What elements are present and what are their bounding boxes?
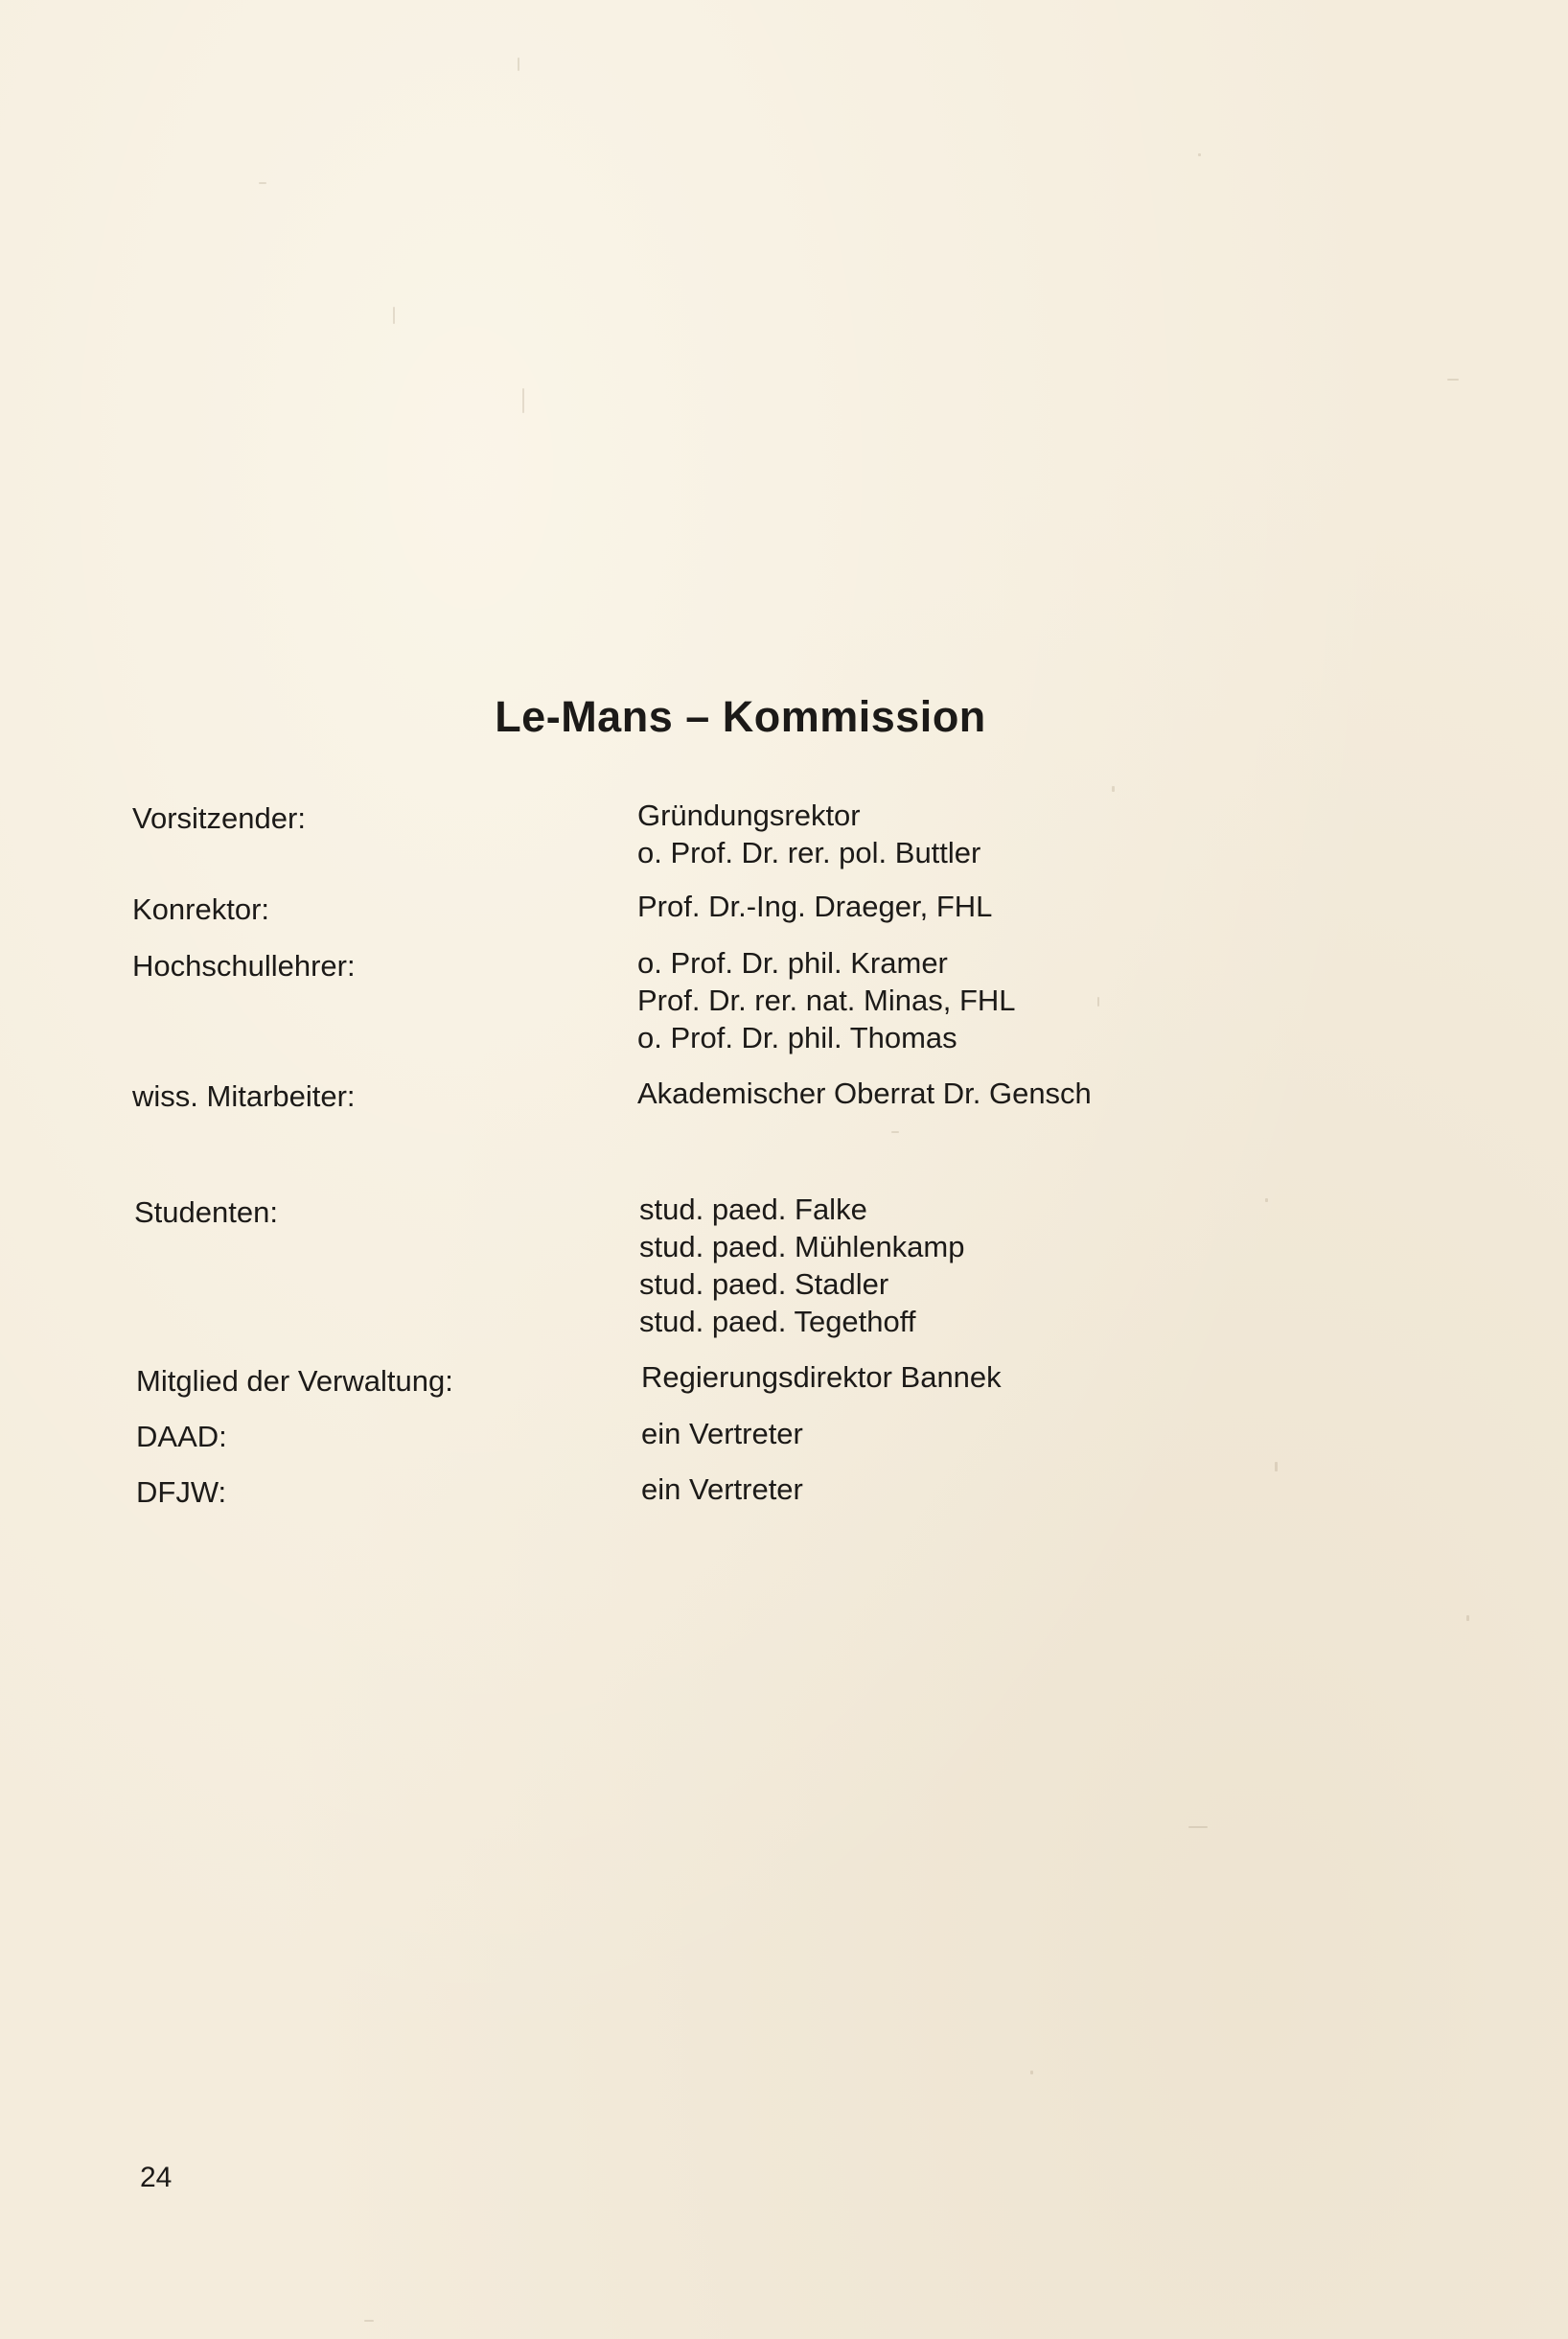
paper-fiber <box>393 307 395 324</box>
paper-fiber <box>522 388 524 413</box>
entry-value-studenten-3: stud. paed. Stadler <box>639 1267 889 1301</box>
entry-value-studenten-2: stud. paed. Mühlenkamp <box>639 1230 965 1263</box>
entry-value-hochschullehrer-3: o. Prof. Dr. phil. Thomas <box>637 1021 957 1054</box>
entry-value-studenten-1: stud. paed. Falke <box>639 1193 867 1226</box>
page-number: 24 <box>140 2162 173 2193</box>
entry-label-verwaltung: Mitglied der Verwaltung: <box>136 1364 453 1398</box>
entry-value-verwaltung: Regierungsdirektor Bannek <box>641 1360 1002 1394</box>
entry-value-vorsitzender-2: o. Prof. Dr. rer. pol. Buttler <box>637 836 981 869</box>
page-title: Le-Mans – Kommission <box>495 692 986 741</box>
entry-value-wiss-mitarbeiter: Akademischer Oberrat Dr. Gensch <box>637 1077 1092 1110</box>
entry-value-dfjw: ein Vertreter <box>641 1472 803 1506</box>
entry-value-daad: ein Vertreter <box>641 1417 803 1450</box>
paper-fiber <box>1275 1462 1278 1471</box>
entry-label-wiss-mitarbeiter: wiss. Mitarbeiter: <box>132 1079 356 1113</box>
entry-label-hochschullehrer: Hochschullehrer: <box>132 949 356 983</box>
paper-fiber <box>259 182 266 184</box>
entry-value-konrektor: Prof. Dr.-Ing. Draeger, FHL <box>637 890 993 923</box>
entry-label-vorsitzender: Vorsitzender: <box>132 801 306 835</box>
paper-fiber <box>518 58 519 71</box>
paper-fiber <box>1466 1615 1469 1621</box>
paper-fiber <box>891 1131 899 1133</box>
paper-fiber <box>364 2320 374 2322</box>
paper-fiber <box>1447 379 1459 381</box>
paper-fiber <box>1097 997 1099 1007</box>
entry-label-studenten: Studenten: <box>134 1195 278 1229</box>
paper-fiber <box>1188 1826 1208 1828</box>
entry-value-hochschullehrer-2: Prof. Dr. rer. nat. Minas, FHL <box>637 984 1016 1017</box>
entry-label-konrektor: Konrektor: <box>132 892 270 926</box>
paper-fiber <box>1030 2071 1033 2074</box>
entry-label-daad: DAAD: <box>136 1420 227 1453</box>
paper-fiber <box>1198 153 1201 156</box>
paper-fiber <box>1112 786 1115 792</box>
entry-value-vorsitzender-1: Gründungsrektor <box>637 799 861 832</box>
entry-value-studenten-4: stud. paed. Tegethoff <box>639 1305 916 1338</box>
entry-label-dfjw: DFJW: <box>136 1475 227 1509</box>
paper-fiber <box>1265 1198 1268 1202</box>
entry-value-hochschullehrer-1: o. Prof. Dr. phil. Kramer <box>637 946 948 980</box>
